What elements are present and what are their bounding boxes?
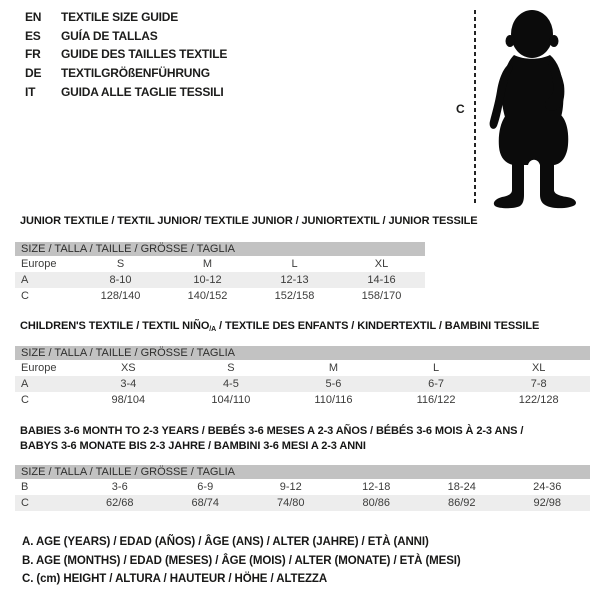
- size-value-cell: 10-12: [164, 272, 251, 288]
- size-value-cell: 4-5: [180, 376, 283, 392]
- size-value-cell: 12-18: [362, 481, 391, 493]
- size-value-cell: 24-36: [533, 481, 562, 493]
- babies-table-title-line1: BABIES 3-6 MONTH TO 2-3 YEARS / BEBÉS 3-6 MESES A 2-3 AÑOS / BÉBÉS 3-6 MOIS À 2-3 ANS /: [20, 425, 524, 437]
- size-value-cell: XL: [374, 258, 389, 270]
- junior-size-table: [15, 242, 425, 304]
- language-code: IT: [25, 84, 36, 99]
- language-label: GUÍA DE TALLAS: [61, 28, 158, 43]
- size-value-cell: 110/116: [314, 394, 353, 406]
- children-table-title-subscript: /A: [209, 326, 217, 333]
- babies-table-title: [20, 424, 523, 454]
- size-value-cell: 18-24: [447, 481, 476, 493]
- table-row: [15, 360, 590, 376]
- size-value-cell: S: [116, 258, 125, 270]
- size-value-cell: 5-6: [282, 376, 385, 392]
- junior-table-title: [20, 215, 478, 227]
- children-table-title-text: CHILDREN'S TEXTILE / TEXTIL NIÑO: [20, 320, 210, 332]
- size-value-cell: 128/140: [100, 290, 141, 302]
- size-value-cell: 152/158: [274, 290, 315, 302]
- table-row: [15, 376, 590, 392]
- babies-table-title-line2: BABYS 3-6 MONATE BIS 2-3 JAHRE / BAMBINI 3-6 MESI A 2-3 ANNI: [20, 440, 366, 452]
- size-value-cell: 9-12: [279, 481, 302, 493]
- language-code: EN: [25, 10, 42, 25]
- table-row: [15, 392, 590, 408]
- size-value-cell: M: [328, 362, 339, 374]
- language-code: DE: [25, 66, 42, 81]
- size-value-cell: 14-16: [338, 272, 425, 288]
- size-value-cell: L: [291, 258, 298, 270]
- table-row: [15, 272, 425, 288]
- language-label: TEXTILGRÖßENFÜHRUNG: [61, 66, 210, 81]
- size-value-cell: M: [202, 258, 213, 270]
- table-row: [15, 495, 590, 511]
- row-label-cell: Europe: [21, 258, 57, 270]
- size-value-cell: XL: [531, 362, 546, 374]
- height-measure-dashed-line: [474, 10, 476, 206]
- size-value-cell: 80/86: [334, 495, 420, 511]
- size-header-bar: SIZE / TALLA / TAILLE / GRÖSSE / TAGLIA: [15, 346, 590, 360]
- size-value-cell: 62/68: [77, 495, 163, 511]
- size-value-cell: 8-10: [77, 272, 164, 288]
- language-row-es: [25, 27, 227, 46]
- size-value-cell: L: [433, 362, 440, 374]
- size-value-cell: 86/92: [419, 495, 505, 511]
- table-row: [15, 288, 425, 304]
- language-code: FR: [25, 47, 41, 62]
- size-value-cell: 92/98: [505, 495, 591, 511]
- legend-line-height: C. (cm) HEIGHT / ALTURA / HAUTEUR / HÖHE / ALTEZZA: [22, 573, 328, 585]
- language-code: ES: [25, 28, 41, 43]
- size-value-cell: 116/122: [416, 394, 456, 406]
- row-label-cell: C: [15, 495, 77, 511]
- size-value-cell: 104/110: [211, 394, 251, 406]
- table-row: [15, 256, 425, 272]
- measurement-legend: [22, 536, 461, 592]
- children-table-title: [20, 320, 539, 333]
- row-label-cell: Europe: [21, 362, 57, 374]
- size-value-cell: 3-6: [111, 481, 128, 493]
- size-value-cell: 140/152: [187, 290, 228, 302]
- language-label: GUIDA ALLE TAGLIE TESSILI: [61, 84, 224, 99]
- size-value-cell: 3-4: [77, 376, 180, 392]
- size-value-cell: 68/74: [163, 495, 249, 511]
- size-header-bar: SIZE / TALLA / TAILLE / GRÖSSE / TAGLIA: [15, 242, 425, 256]
- row-label-cell: B: [21, 481, 29, 493]
- junior-table-title-text: JUNIOR TEXTILE / TEXTIL JUNIOR/ TEXTILE JUNIOR / JUNIORTEXTIL / JUNIOR TESSILE: [20, 215, 478, 227]
- row-label-cell: C: [21, 394, 29, 406]
- size-value-cell: 122/128: [518, 394, 559, 406]
- size-value-cell: 98/104: [111, 394, 146, 406]
- size-value-cell: 74/80: [248, 495, 334, 511]
- legend-line-age-months: B. AGE (MONTHS) / EDAD (MESES) / ÂGE (MOIS) / ALTER (MONATE) / ETÀ (MESI): [22, 554, 461, 567]
- size-value-cell: XS: [120, 362, 136, 374]
- size-value-cell: 6-9: [197, 481, 214, 493]
- table-row: [15, 479, 590, 495]
- language-guide-list: [25, 8, 227, 101]
- height-marker-label: C: [456, 102, 465, 116]
- children-table-title-text: / TEXTILE DES ENFANTS / KINDERTEXTIL / BAMBINI TESSILE: [216, 320, 540, 332]
- size-value-cell: 158/170: [361, 290, 402, 302]
- legend-line-age-years: A. AGE (YEARS) / EDAD (AÑOS) / ÂGE (ANS) / ALTER (JAHRE) / ETÀ (ANNI): [22, 536, 429, 548]
- babies-size-table: [15, 465, 590, 511]
- language-row-en: [25, 8, 227, 27]
- language-label: GUIDE DES TAILLES TEXTILE: [61, 47, 228, 62]
- language-row-it: [25, 82, 227, 101]
- size-value-cell: 7-8: [487, 376, 590, 392]
- language-row-de: [25, 64, 227, 83]
- row-label-cell: A: [15, 272, 77, 288]
- size-value-cell: 12-13: [251, 272, 338, 288]
- language-label: TEXTILE SIZE GUIDE: [61, 10, 179, 25]
- children-size-table: [15, 346, 590, 408]
- toddler-silhouette-icon: [486, 7, 582, 209]
- language-row-fr: [25, 45, 227, 64]
- size-header-bar: SIZE / TALLA / TAILLE / GRÖSSE / TAGLIA: [15, 465, 590, 479]
- size-value-cell: 6-7: [385, 376, 488, 392]
- row-label-cell: C: [21, 290, 29, 302]
- size-value-cell: S: [227, 362, 235, 374]
- row-label-cell: A: [15, 376, 77, 392]
